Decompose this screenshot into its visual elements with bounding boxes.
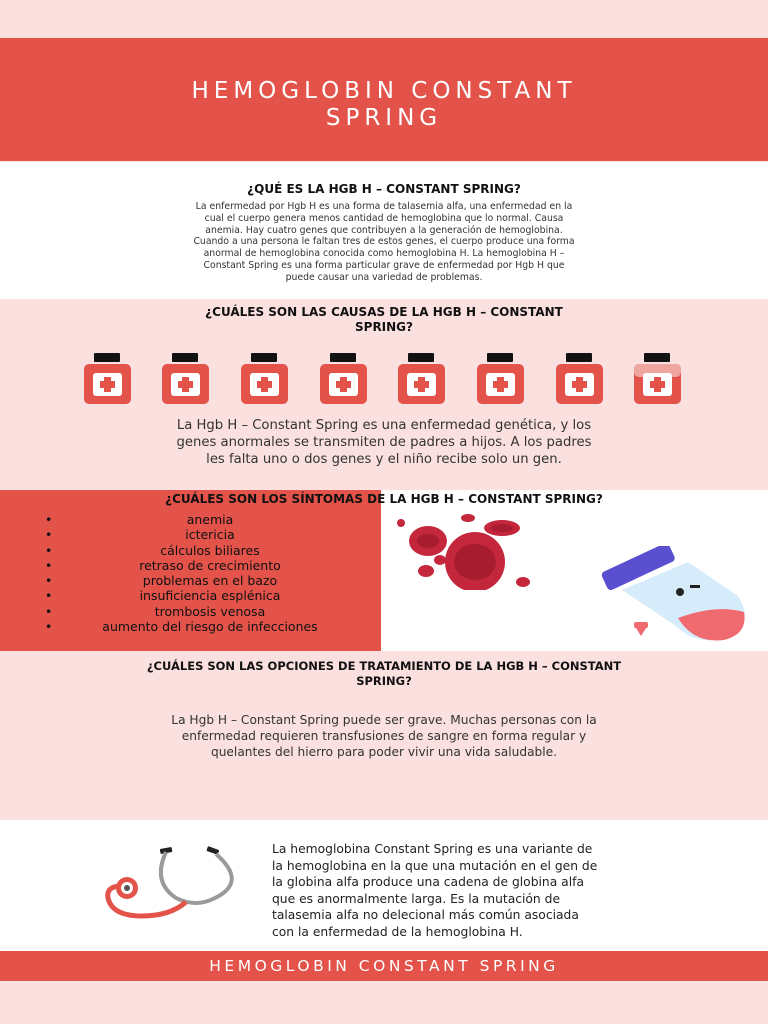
text-line: con la enfermedad de la hemoglobina H.	[272, 924, 523, 939]
text-line: La hemoglobina Constant Spring es una variante de	[272, 842, 593, 856]
list-item: • insuficiencia esplénica	[40, 588, 380, 603]
text-line: enfermedad requieren transfusiones de sangre en forma regular y	[181, 729, 587, 743]
list-item: • problemas en el bazo	[40, 573, 380, 588]
list-item: • anemia	[40, 512, 380, 527]
text-line: la globina alfa produce una cadena de globina alfa	[272, 875, 584, 889]
text-line: La enfermedad por Hgb H es una forma de talasemia alfa, una enfermedad en la	[195, 201, 573, 212]
symptoms-list	[40, 512, 380, 634]
medicine-bottle-icon	[477, 353, 524, 404]
text-line: la hemoglobina en la que una mutación en el gen de	[272, 858, 598, 873]
section-what-is-heading: ¿QUÉ ES LA HGB H – CONSTANT SPRING?	[247, 182, 521, 196]
text-line: cual el cuerpo genera menos cantidad de hemoglobina que lo normal. Causa	[204, 212, 564, 224]
section-causes-heading	[0, 305, 768, 335]
text-line: Cuando a una persona le faltan tres de estos genes, el cuerpo produce una forma	[193, 236, 575, 248]
text-line: que es anormalmente larga. Es la mutación de	[272, 891, 561, 906]
section-treatment-text	[0, 712, 768, 760]
section-variant-text	[272, 841, 732, 940]
footer-title: HEMOGLOBIN CONSTANT SPRING	[209, 957, 559, 975]
text-line: talasemia alfa no delecional más común asociada	[272, 908, 579, 922]
text-line: quelantes del hierro para poder vivir una vida saludable.	[210, 745, 558, 759]
medicine-bottle-icon	[162, 353, 209, 404]
medicine-bottle-icon	[84, 353, 131, 404]
medicine-bottle-partial-icon	[634, 353, 681, 404]
heading-line: ¿CUÁLES SON LAS OPCIONES DE TRATAMIENTO DE LA HGB H – CONSTANT	[146, 659, 622, 673]
text-line: La Hgb H – Constant Spring es una enfermedad genética, y los	[176, 418, 592, 433]
blood-cells-icon	[395, 510, 555, 590]
list-item: • aumento del riesgo de infecciones	[40, 619, 380, 634]
section-what-is-text	[0, 201, 768, 284]
page-title: HEMOGLOBIN CONSTANT SPRING	[191, 78, 577, 131]
heading-line: ¿CUÁLES SON LAS CAUSAS DE LA HGB H – CONSTANT	[205, 305, 563, 319]
text-line: anormal de hemoglobina conocida como hemoglobina H. La hemoglobina H –	[203, 248, 565, 260]
stethoscope-icon	[100, 842, 250, 922]
heading-line: SPRING?	[356, 674, 412, 688]
medicine-bottle-icon	[556, 353, 603, 404]
list-item: • trombosis venosa	[40, 604, 380, 619]
text-line: genes anormales se transmiten de padres a hijos. A los padres	[176, 435, 592, 450]
test-tube-icon	[596, 546, 754, 646]
heading-line: SPRING?	[355, 320, 413, 334]
list-item: • retraso de crecimiento	[40, 558, 380, 573]
list-item: • ictericia	[40, 527, 380, 542]
text-line: les falta uno o dos genes y el niño recibe solo un gen.	[206, 452, 562, 467]
medicine-bottle-icon	[398, 353, 445, 404]
text-line: anemia. Hay cuatro genes que contribuyen a la generación de hemoglobina.	[205, 224, 563, 236]
section-symptoms-heading: ¿CUÁLES SON LOS SÍNTOMAS DE LA HGB H – CONSTANT SPRING?	[165, 492, 603, 506]
text-line: puede causar una variedad de problemas.	[285, 271, 483, 283]
medicine-bottle-icon	[320, 353, 367, 404]
medicine-bottles-row	[82, 353, 692, 408]
section-causes-text	[0, 417, 768, 468]
text-line: La Hgb H – Constant Spring puede ser grave. Muchas personas con la	[171, 713, 597, 727]
list-item: • cálculos biliares	[40, 543, 380, 558]
medicine-bottle-icon	[241, 353, 288, 404]
section-treatment-heading	[0, 659, 768, 689]
text-line: Constant Spring es una forma particular grave de enfermedad por Hgb H que	[203, 259, 565, 271]
